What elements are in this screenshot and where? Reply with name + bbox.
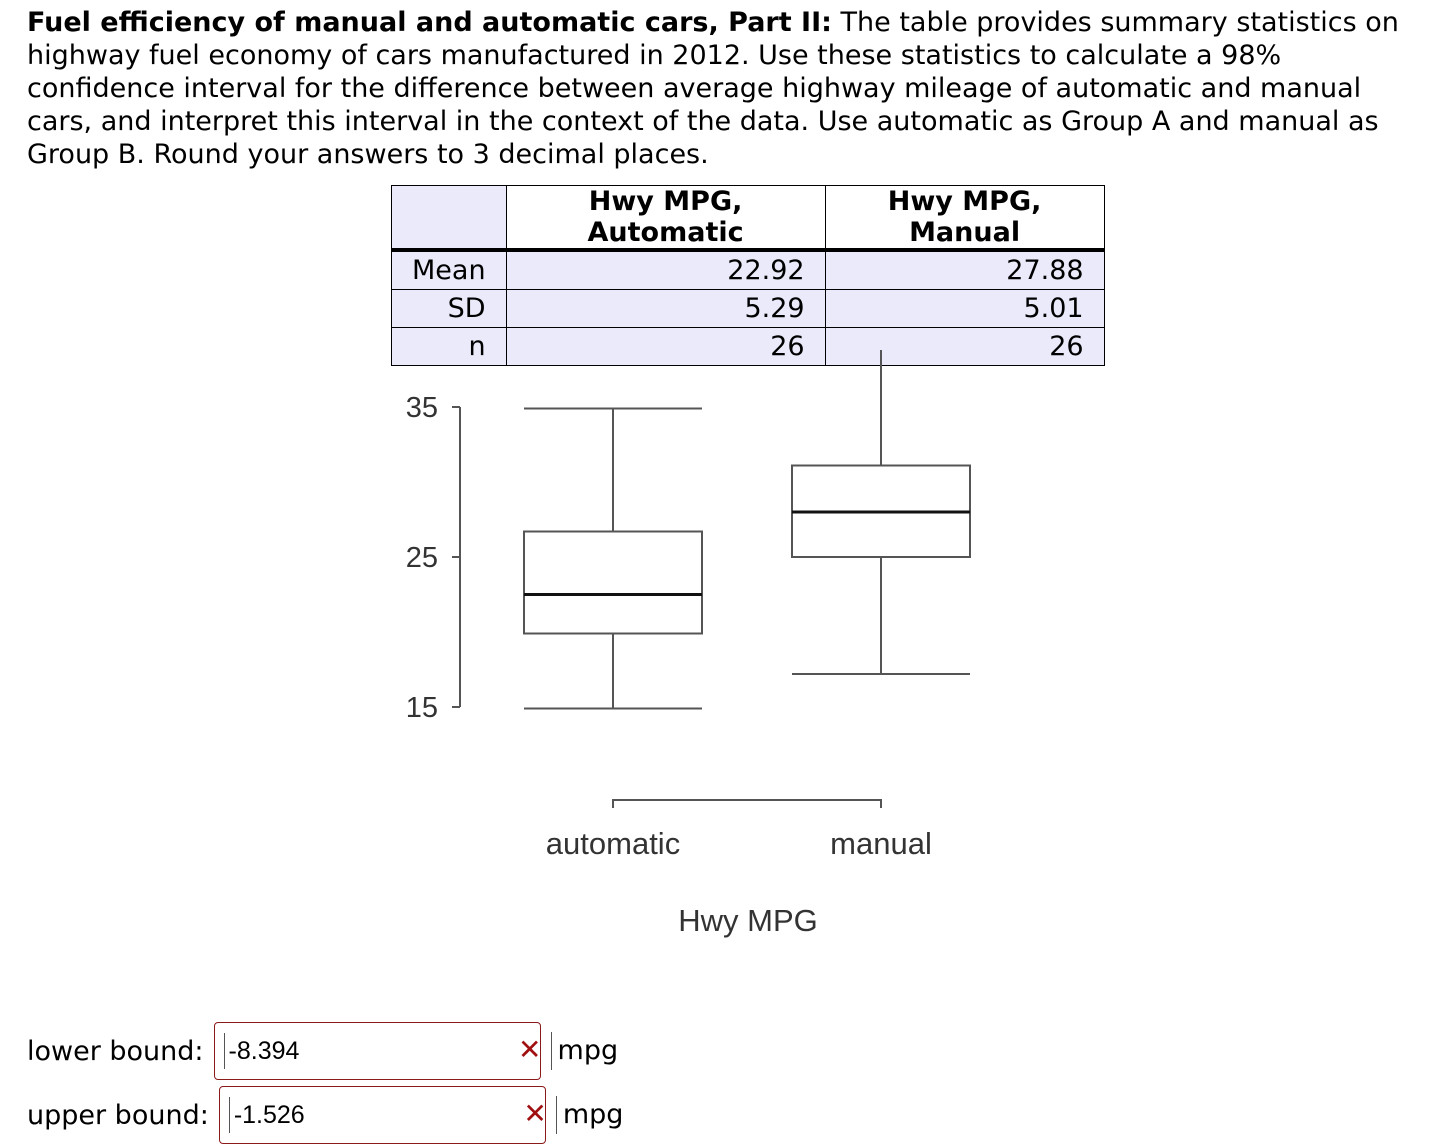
- automatic-box: [524, 532, 702, 634]
- summary-stats-table: [391, 185, 1105, 366]
- field-divider: [224, 1033, 225, 1069]
- row-label-sd: SD: [392, 290, 507, 328]
- x-axis-bracket: [613, 800, 881, 808]
- y-tick-label-15: 15: [405, 692, 438, 724]
- x-tick-label-automatic: automatic: [545, 826, 681, 861]
- table-row: [392, 290, 1105, 328]
- incorrect-x-icon: ✕: [518, 1033, 542, 1066]
- header-automatic: Hwy MPG, Automatic: [506, 186, 825, 251]
- upper-bound-box: [219, 1086, 546, 1144]
- table-row: [392, 250, 1105, 290]
- boxplot-chart: [370, 350, 1010, 950]
- cell-n-manual: 26: [825, 328, 1104, 366]
- cell-mean-automatic: 22.92: [506, 250, 825, 290]
- lower-bound-label: lower bound:: [27, 1035, 204, 1067]
- lower-bound-input[interactable]: [229, 1037, 499, 1066]
- y-tick-label-35: 35: [405, 392, 438, 424]
- lower-bound-row: [27, 1023, 618, 1079]
- cell-n-automatic: 26: [506, 328, 825, 366]
- cell-sd-manual: 5.01: [825, 290, 1104, 328]
- table-header-row: [392, 186, 1105, 251]
- field-divider: [229, 1097, 230, 1133]
- row-label-mean: Mean: [392, 250, 507, 290]
- cell-mean-manual: 27.88: [825, 250, 1104, 290]
- upper-bound-label: upper bound:: [27, 1099, 209, 1131]
- cell-sd-automatic: 5.29: [506, 290, 825, 328]
- lower-bound-unit: mpg: [551, 1032, 619, 1070]
- question-title: Fuel efficiency of manual and automatic cars, Part II:: [27, 7, 832, 38]
- row-label-n: n: [392, 328, 507, 366]
- upper-bound-row: [27, 1087, 623, 1143]
- y-tick-label-25: 25: [405, 542, 438, 574]
- upper-bound-input[interactable]: [234, 1101, 504, 1130]
- question-text: [27, 6, 1422, 171]
- header-manual: Hwy MPG, Manual: [825, 186, 1104, 251]
- x-axis-label: Hwy MPG: [678, 903, 818, 938]
- x-tick-label-manual: manual: [830, 826, 932, 861]
- incorrect-x-icon: ✕: [523, 1097, 547, 1130]
- lower-bound-box: [214, 1022, 541, 1080]
- table-corner-cell: [392, 186, 507, 251]
- upper-bound-unit: mpg: [556, 1096, 624, 1134]
- question-body: The table provides summary statistics on highway fuel economy of cars manufactured in 2012. Use these statistics to calculate a 98% confidence interval for the difference between average highway mileage of automatic and manual cars, and interpret this interval in the context of the data. Use automatic as Group A and manual as Group B. Round your answers to 3 decimal places.: [27, 7, 1399, 170]
